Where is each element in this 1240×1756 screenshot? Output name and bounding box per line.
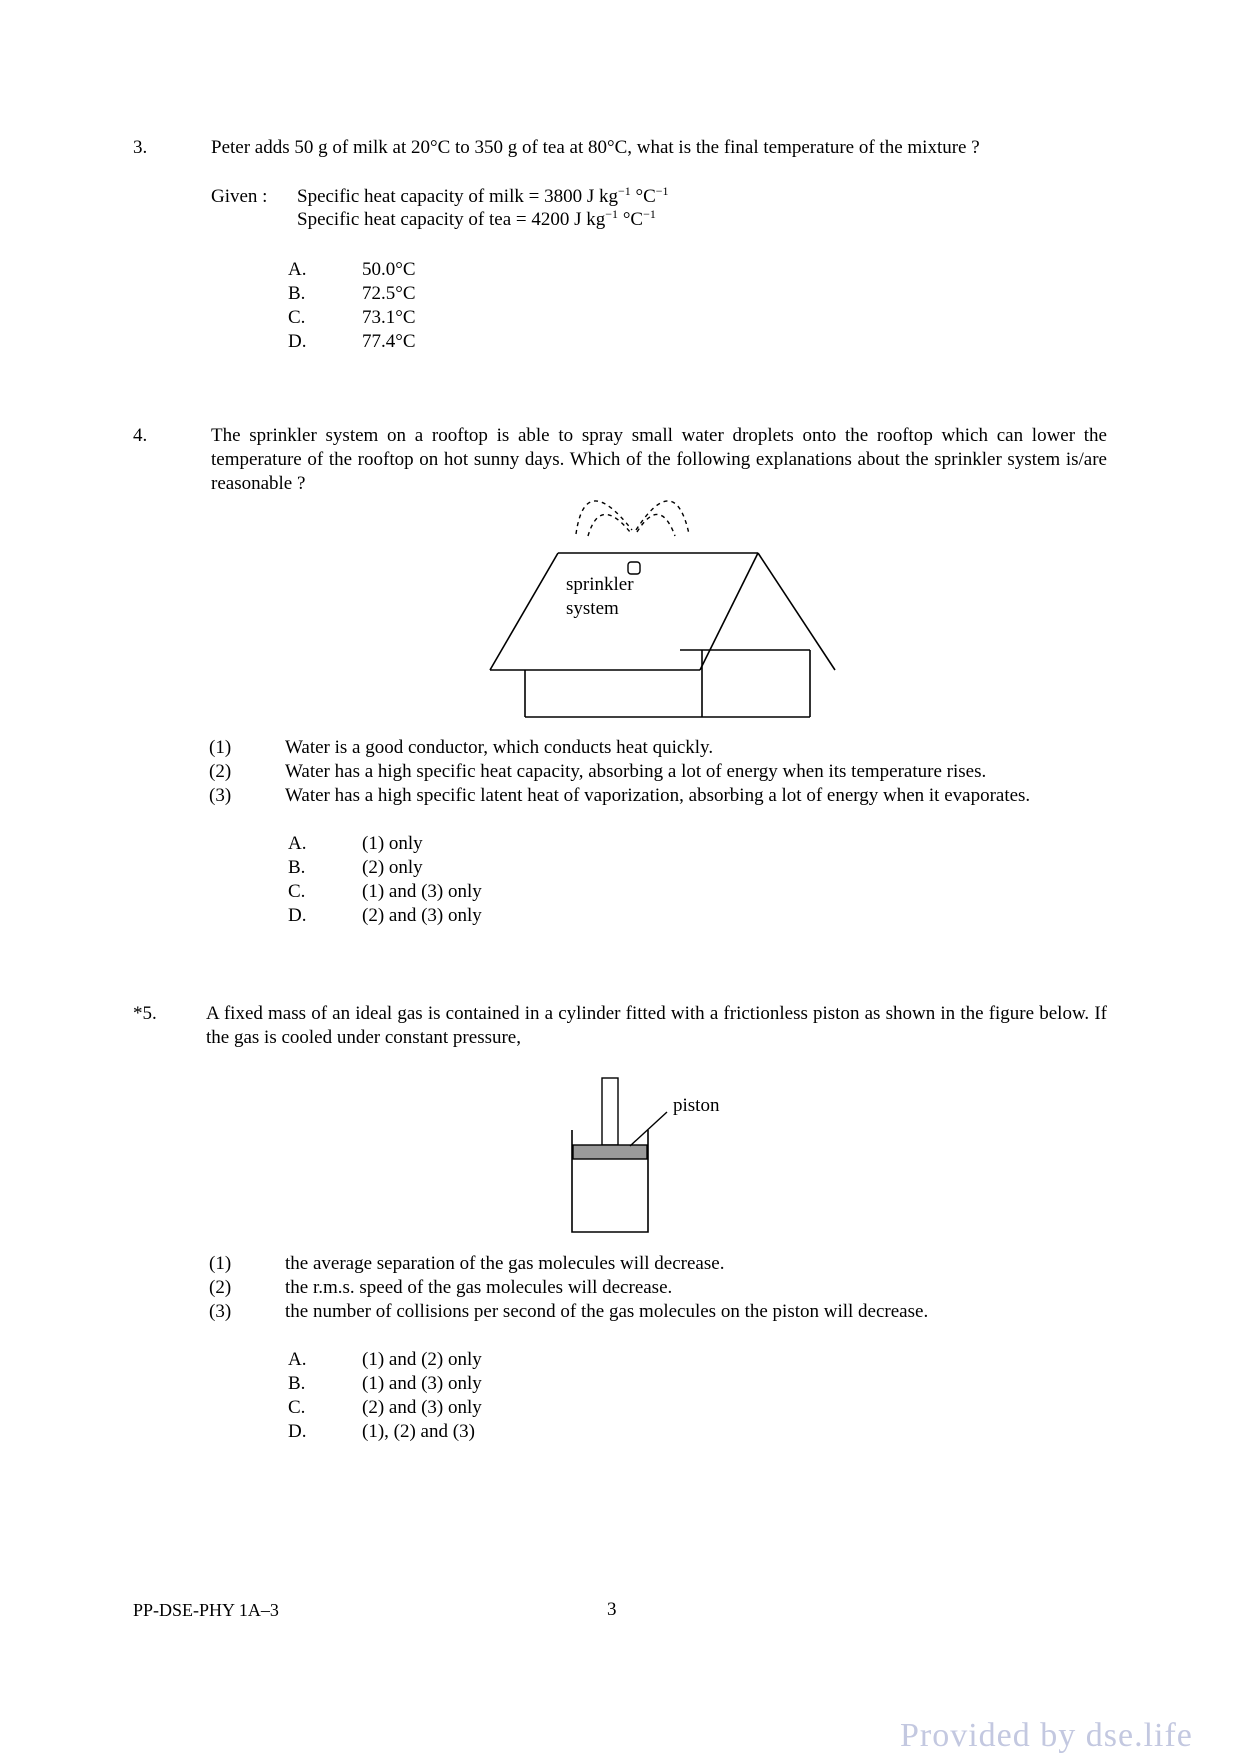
q4-question-text: The sprinkler system on a rooftop is able to spray small water droplets onto the rooftop which can lower the temperature of the rooftop on hot sunny days. Which of the following explanations about the sprinkler system is/are reasonable ? xyxy=(211,425,1107,494)
option-letter: B. xyxy=(288,857,306,878)
q3-given-label: Given : xyxy=(211,186,268,207)
statement-text: the average separation of the gas molecules will decrease. xyxy=(285,1253,725,1274)
option-text: (1) and (3) only xyxy=(362,881,482,902)
statement-text: Water has a high specific heat capacity, absorbing a lot of energy when its temperature rises. xyxy=(285,761,987,782)
option-letter: A. xyxy=(288,833,307,854)
q5-number: *5. xyxy=(133,1003,157,1024)
q3-sup-c-tea: −1 xyxy=(643,207,656,221)
footer-paper-code: PP-DSE-PHY 1A–3 xyxy=(133,1600,279,1620)
option-text: (1), (2) and (3) xyxy=(362,1421,475,1442)
option-text: (2) and (3) only xyxy=(362,1397,482,1418)
option-letter: B. xyxy=(288,1373,306,1394)
q3-sup-kg-tea: −1 xyxy=(605,207,619,221)
option-text: 73.1°C xyxy=(362,307,416,328)
q3-unit-c-milk: °C xyxy=(635,186,656,207)
option-text: 77.4°C xyxy=(362,331,416,352)
statement-number: (1) xyxy=(209,1253,232,1274)
system-label: system xyxy=(566,598,619,619)
q4-number: 4. xyxy=(133,425,148,446)
option-text: (2) only xyxy=(362,857,423,878)
statement-number: (1) xyxy=(209,737,232,758)
rooftop-sprinkler-figure xyxy=(480,490,860,720)
statement-text: the number of collisions per second of the gas molecules on the piston will decrease. xyxy=(285,1301,929,1322)
option-text: (1) and (2) only xyxy=(362,1349,482,1370)
statement-text: Water has a high specific latent heat of vaporization, absorbing a lot of energy when it evaporates. xyxy=(285,785,1031,806)
option-letter: A. xyxy=(288,259,307,280)
q3-unit-c-tea: °C xyxy=(622,209,644,230)
q3-sup-c-milk: −1 xyxy=(655,184,669,198)
piston-rod xyxy=(602,1078,618,1145)
spray-arc-right-inner xyxy=(637,514,675,536)
option-letter: C. xyxy=(288,1397,306,1418)
option-text: (1) only xyxy=(362,833,423,854)
statement-number: (2) xyxy=(209,761,232,782)
option-letter: A. xyxy=(288,1349,307,1370)
option-letter: C. xyxy=(288,881,306,902)
statement-number: (3) xyxy=(209,785,232,806)
statement-number: (3) xyxy=(209,1301,232,1322)
sprinkler-label: sprinkler xyxy=(566,574,634,595)
statement-text: the r.m.s. speed of the gas molecules will decrease. xyxy=(285,1277,673,1298)
piston-head xyxy=(573,1145,647,1159)
sprinkler-head-icon xyxy=(628,562,640,574)
q3-question-text: Peter adds 50 g of milk at 20°C to 350 g of tea at 80°C, what is the final temperature of the mixture ? xyxy=(211,137,980,158)
option-letter: D. xyxy=(288,905,307,926)
statement-text: Water is a good conductor, which conducts heat quickly. xyxy=(285,737,714,758)
spray-arc-right-outer xyxy=(636,501,689,534)
q3-given-milk-text: Specific heat capacity of milk = 3800 J kg xyxy=(297,186,618,207)
q5-question-text: A fixed mass of an ideal gas is contained in a cylinder fitted with a frictionless piston as shown in the figure below. If the gas is cooled under constant pressure, xyxy=(206,1003,1107,1048)
option-letter: D. xyxy=(288,1421,307,1442)
footer-page-number: 3 xyxy=(607,1599,617,1620)
option-text: 50.0°C xyxy=(362,259,416,280)
q3-number: 3. xyxy=(133,137,148,158)
option-text: (1) and (3) only xyxy=(362,1373,482,1394)
q3-given-tea xyxy=(297,208,656,232)
option-text: 72.5°C xyxy=(362,283,416,304)
statement-number: (2) xyxy=(209,1277,232,1298)
spray-arc-left-outer xyxy=(576,501,632,534)
q3-given-tea-text: Specific heat capacity of tea = 4200 J kg xyxy=(297,209,606,230)
option-letter: B. xyxy=(288,283,306,304)
q3-sup-kg-milk: −1 xyxy=(617,184,631,198)
q3-given-milk xyxy=(297,185,669,209)
piston-label: piston xyxy=(673,1095,720,1116)
option-text: (2) and (3) only xyxy=(362,905,482,926)
footer-watermark: Provided by dse.life xyxy=(900,1717,1193,1754)
option-letter: C. xyxy=(288,307,306,328)
spray-arc-left-inner xyxy=(588,514,630,536)
option-letter: D. xyxy=(288,331,307,352)
piston-cylinder-figure xyxy=(560,1070,760,1240)
